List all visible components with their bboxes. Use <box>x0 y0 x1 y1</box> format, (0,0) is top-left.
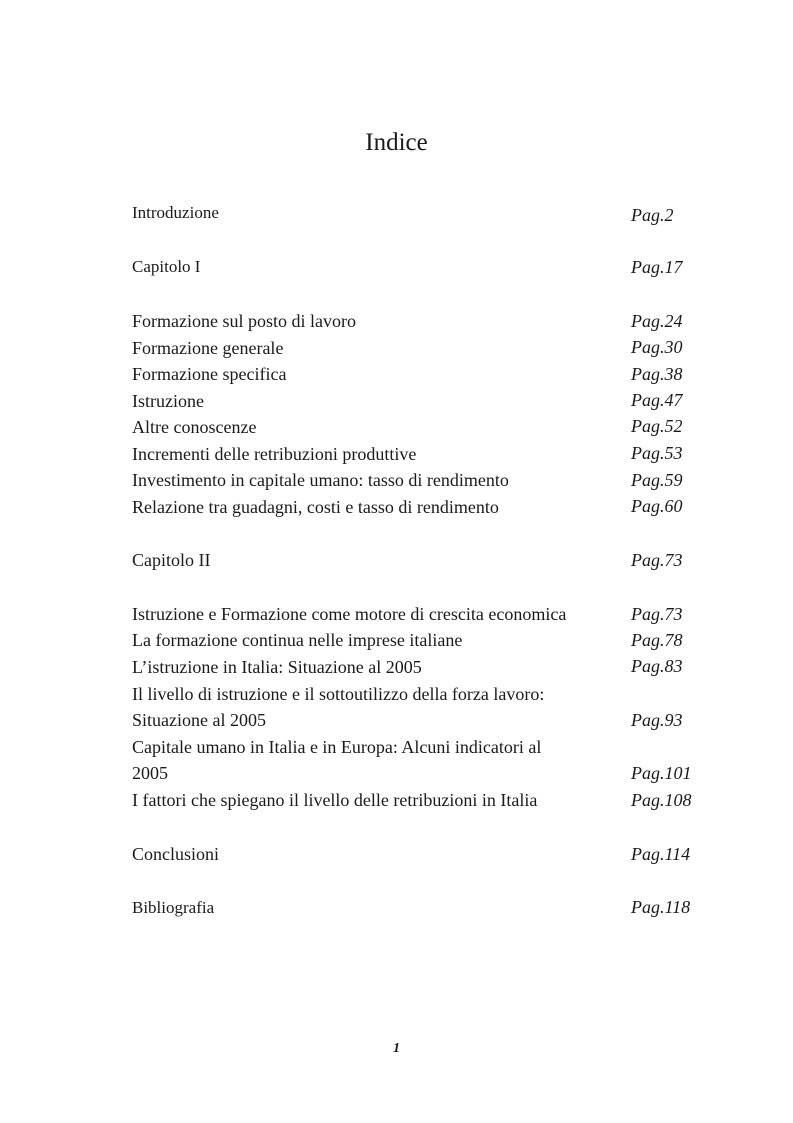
toc-entry-label: La formazione continua nelle imprese italiane <box>132 630 463 650</box>
page-title: Indice <box>365 129 428 156</box>
toc-entry-label: Capitolo I <box>132 257 201 276</box>
toc-entry-page: Pag.118 <box>631 897 691 917</box>
toc-entry-label: Formazione sul posto di lavoro <box>132 311 356 331</box>
toc-entry-page: Pag.2 <box>631 205 674 225</box>
toc-entry-label: I fattori che spiegano il livello delle retribuzioni in Italia <box>132 790 538 810</box>
toc-entry-page: Pag.59 <box>631 470 683 490</box>
toc-entry-label-line: Situazione al 2005 <box>132 710 266 730</box>
toc-entry-label: Istruzione <box>132 391 204 411</box>
toc-entry-label: Formazione specifica <box>132 364 287 384</box>
toc-entry-page: Pag.17 <box>631 257 683 277</box>
toc-entry-label: Altre conoscenze <box>132 417 257 437</box>
toc-entry-label: Relazione tra guadagni, costi e tasso di rendimento <box>132 497 499 517</box>
toc-entry-page: Pag.83 <box>631 656 683 676</box>
toc-entry-label-line: 2005 <box>132 763 168 783</box>
toc-entry-label: Istruzione e Formazione come motore di crescita economica <box>132 604 567 624</box>
toc-entry-page: Pag.53 <box>631 443 683 463</box>
toc-entry-page: Pag.108 <box>631 790 692 810</box>
toc-entry-page: Pag.47 <box>631 390 683 410</box>
toc-entry-label: Bibliografia <box>132 898 215 917</box>
toc-entry-label: Capitolo II <box>132 550 211 570</box>
toc-entry-label-line: Il livello di istruzione e il sottoutilizzo della forza lavoro: <box>132 684 545 704</box>
toc-entry-label: Formazione generale <box>132 338 284 358</box>
toc-entry-page: Pag.78 <box>631 630 683 650</box>
toc-entry-page: Pag.60 <box>631 496 683 516</box>
toc-entry-page: Pag.101 <box>631 763 692 783</box>
toc-entry-page: Pag.30 <box>631 337 683 357</box>
toc-entry-page: Pag.114 <box>631 844 691 864</box>
toc-entry-page: Pag.73 <box>631 604 683 624</box>
toc-entry-page: Pag.24 <box>631 311 683 331</box>
toc-entry-label: Introduzione <box>132 203 219 222</box>
page-number: 1 <box>393 1041 400 1056</box>
toc-entry-label: Incrementi delle retribuzioni produttive <box>132 444 417 464</box>
toc-entry-label: L’istruzione in Italia: Situazione al 2005 <box>132 657 422 677</box>
toc-entry-label: Conclusioni <box>132 844 220 864</box>
toc-entry-page: Pag.38 <box>631 364 683 384</box>
toc-entry-page: Pag.93 <box>631 710 683 730</box>
toc-entry-page: Pag.52 <box>631 416 683 436</box>
toc-entry-label-line: Capitale umano in Italia e in Europa: Alcuni indicatori al <box>132 737 542 757</box>
toc-entry-label: Investimento in capitale umano: tasso di rendimento <box>132 470 509 490</box>
toc-entry-page: Pag.73 <box>631 550 683 570</box>
